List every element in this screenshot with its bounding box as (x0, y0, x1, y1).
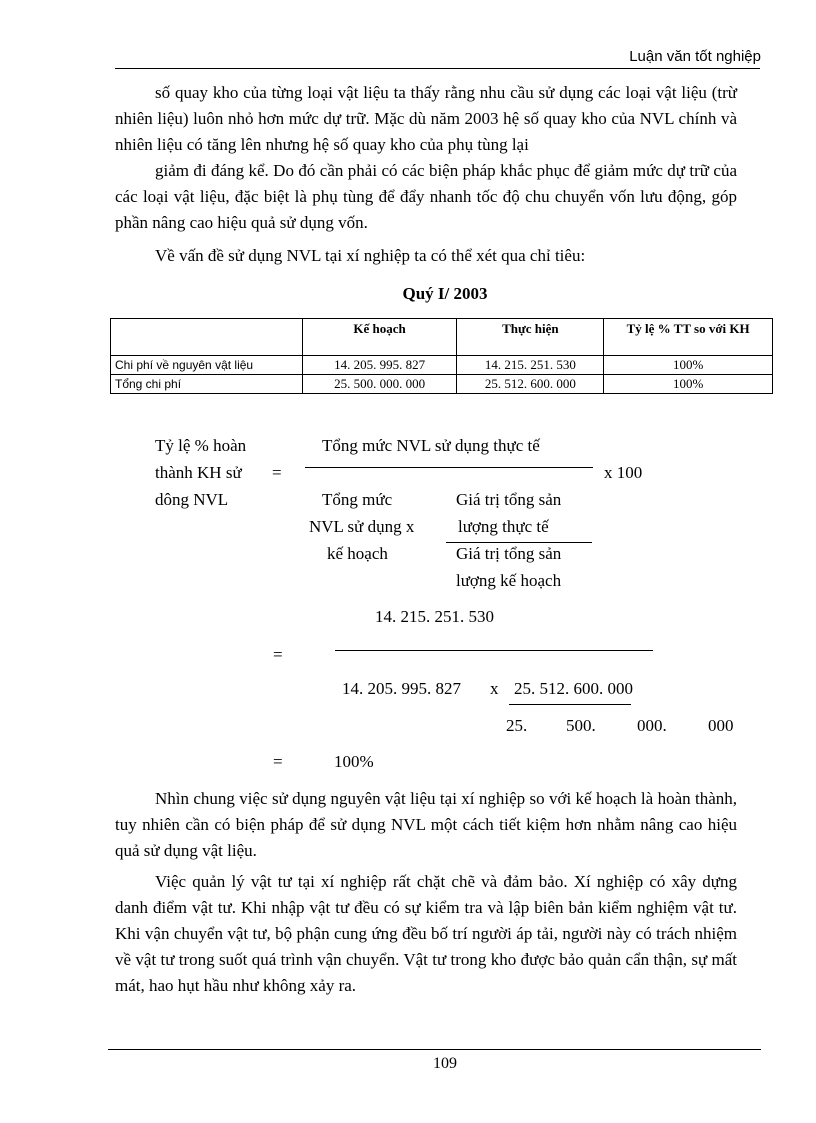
footer-rule (108, 1049, 761, 1050)
formula-ratio-top-2: lượng thực tế (458, 517, 549, 536)
formula-equals-3: = (273, 752, 283, 771)
calc-fraction-bar (335, 650, 653, 651)
table-cell: 25. 500. 000. 000 (302, 375, 457, 394)
calc-den-planned-output-part-3: 000. (637, 716, 667, 735)
formula-fraction-bar (305, 467, 593, 468)
calc-den-planned-output-part-1: 25. (506, 716, 528, 735)
header-rule (115, 68, 760, 69)
calc-ratio-bar (509, 704, 631, 705)
calc-den-planned-output-part-2: 500. (566, 716, 596, 735)
formula-den-left-3: kế hoạch (327, 544, 388, 563)
calc-den-actual-output: 25. 512. 600. 000 (514, 679, 633, 698)
table-header-row (111, 319, 773, 356)
cost-table (110, 318, 773, 394)
table-cell: 14. 215. 251. 530 (457, 356, 604, 375)
calc-den-planned-output-part-4: 000 (708, 716, 734, 735)
table-row (111, 375, 773, 394)
calc-times-sign: x (490, 679, 499, 698)
table-title: Quý I/ 2003 (402, 284, 488, 303)
table-header-ratio: Tỷ lệ % TT so với KH (604, 319, 773, 356)
formula-equals-2: = (273, 645, 283, 664)
formula-lhs-line-3: dông NVL (155, 490, 229, 509)
paragraph-3: Về vấn đề sử dụng NVL tại xí nghiệp ta có thể xét qua chỉ tiêu: (155, 246, 586, 265)
paragraph-1: số quay kho của từng loại vật liệu ta thấy rằng nhu cầu sử dụng các loại vật liệu (trừ nhiên liệu) luôn nhỏ hơn mức dự trữ. Mặc dù năm 2003 hệ số quay kho của NVL chính và nhiên liệu có tăng lên nhưng hệ số quay kho của phụ tùng lại (115, 83, 737, 154)
table-cell: 100% (604, 356, 773, 375)
table-cell: 100% (604, 375, 773, 394)
paragraph-4: Nhìn chung việc sử dụng nguyên vật liệu tại xí nghiệp so với kế hoạch là hoàn thành, tuy nhiên cần có biện pháp để sử dụng NVL một cách tiết kiệm hơn nhằm nâng cao hiệu quả sử dụng vật liệu. (115, 789, 737, 860)
formula-numerator: Tổng mức NVL sử dụng thực tế (322, 436, 540, 455)
formula-ratio-bottom-2: lượng kế hoạch (456, 571, 562, 590)
running-header: Luận văn tốt nghiệp (629, 48, 761, 65)
formula-den-left-2: NVL sử dụng x (309, 517, 415, 536)
calc-den-planned-nvl: 14. 205. 995. 827 (342, 679, 461, 698)
table-header-plan: Kế hoạch (302, 319, 457, 356)
table-header-blank (111, 319, 303, 356)
calc-result: 100% (334, 752, 374, 771)
calc-numerator: 14. 215. 251. 530 (375, 607, 494, 626)
paragraph-5: Việc quản lý vật tư tại xí nghiệp rất chặt chẽ và đảm bảo. Xí nghiệp có xây dựng danh điểm vật tư. Khi nhập vật tư đều có sự kiểm tra và lập biên bản kiểm nghiệm vật tư. Khi vận chuyển vật tư, bộ phận cung ứng đều bố trí người áp tải, người này có trách nhiệm về vật tư trong suốt quá trình vận chuyển. Vật tư trong kho được bảo quản cẩn thận, sự mất mát, hao hụt hầu như không xảy ra. (115, 872, 737, 995)
formula-ratio-bottom-1: Giá trị tổng sản (456, 544, 562, 563)
formula-equals-1: = (272, 463, 282, 482)
formula-lhs-line-1: Tỷ lệ % hoàn (155, 436, 247, 455)
table-header-actual: Thực hiện (457, 319, 604, 356)
paragraph-2: giảm đi đáng kể. Do đó cần phải có các biện pháp khắc phục để giảm mức dự trữ của các loại vật liệu, đặc biệt là phụ tùng để đẩy nhanh tốc độ chu chuyển vốn lưu động, góp phần nâng cao hiệu quả sử dụng vốn. (115, 161, 737, 232)
formula-times-100: x 100 (604, 463, 643, 482)
table-cell: 25. 512. 600. 000 (457, 375, 604, 394)
table-cell: Chi phí về nguyên vật liệu (111, 356, 303, 375)
formula-den-left-1: Tổng mức (322, 490, 393, 509)
page-number: 109 (433, 1055, 457, 1072)
table-cell: Tổng chi phí (111, 375, 303, 394)
table-row (111, 356, 773, 375)
formula-lhs-line-2: thành KH sử (155, 463, 242, 482)
formula-ratio-top-1: Giá trị tổng sản (456, 490, 562, 509)
table-cell: 14. 205. 995. 827 (302, 356, 457, 375)
